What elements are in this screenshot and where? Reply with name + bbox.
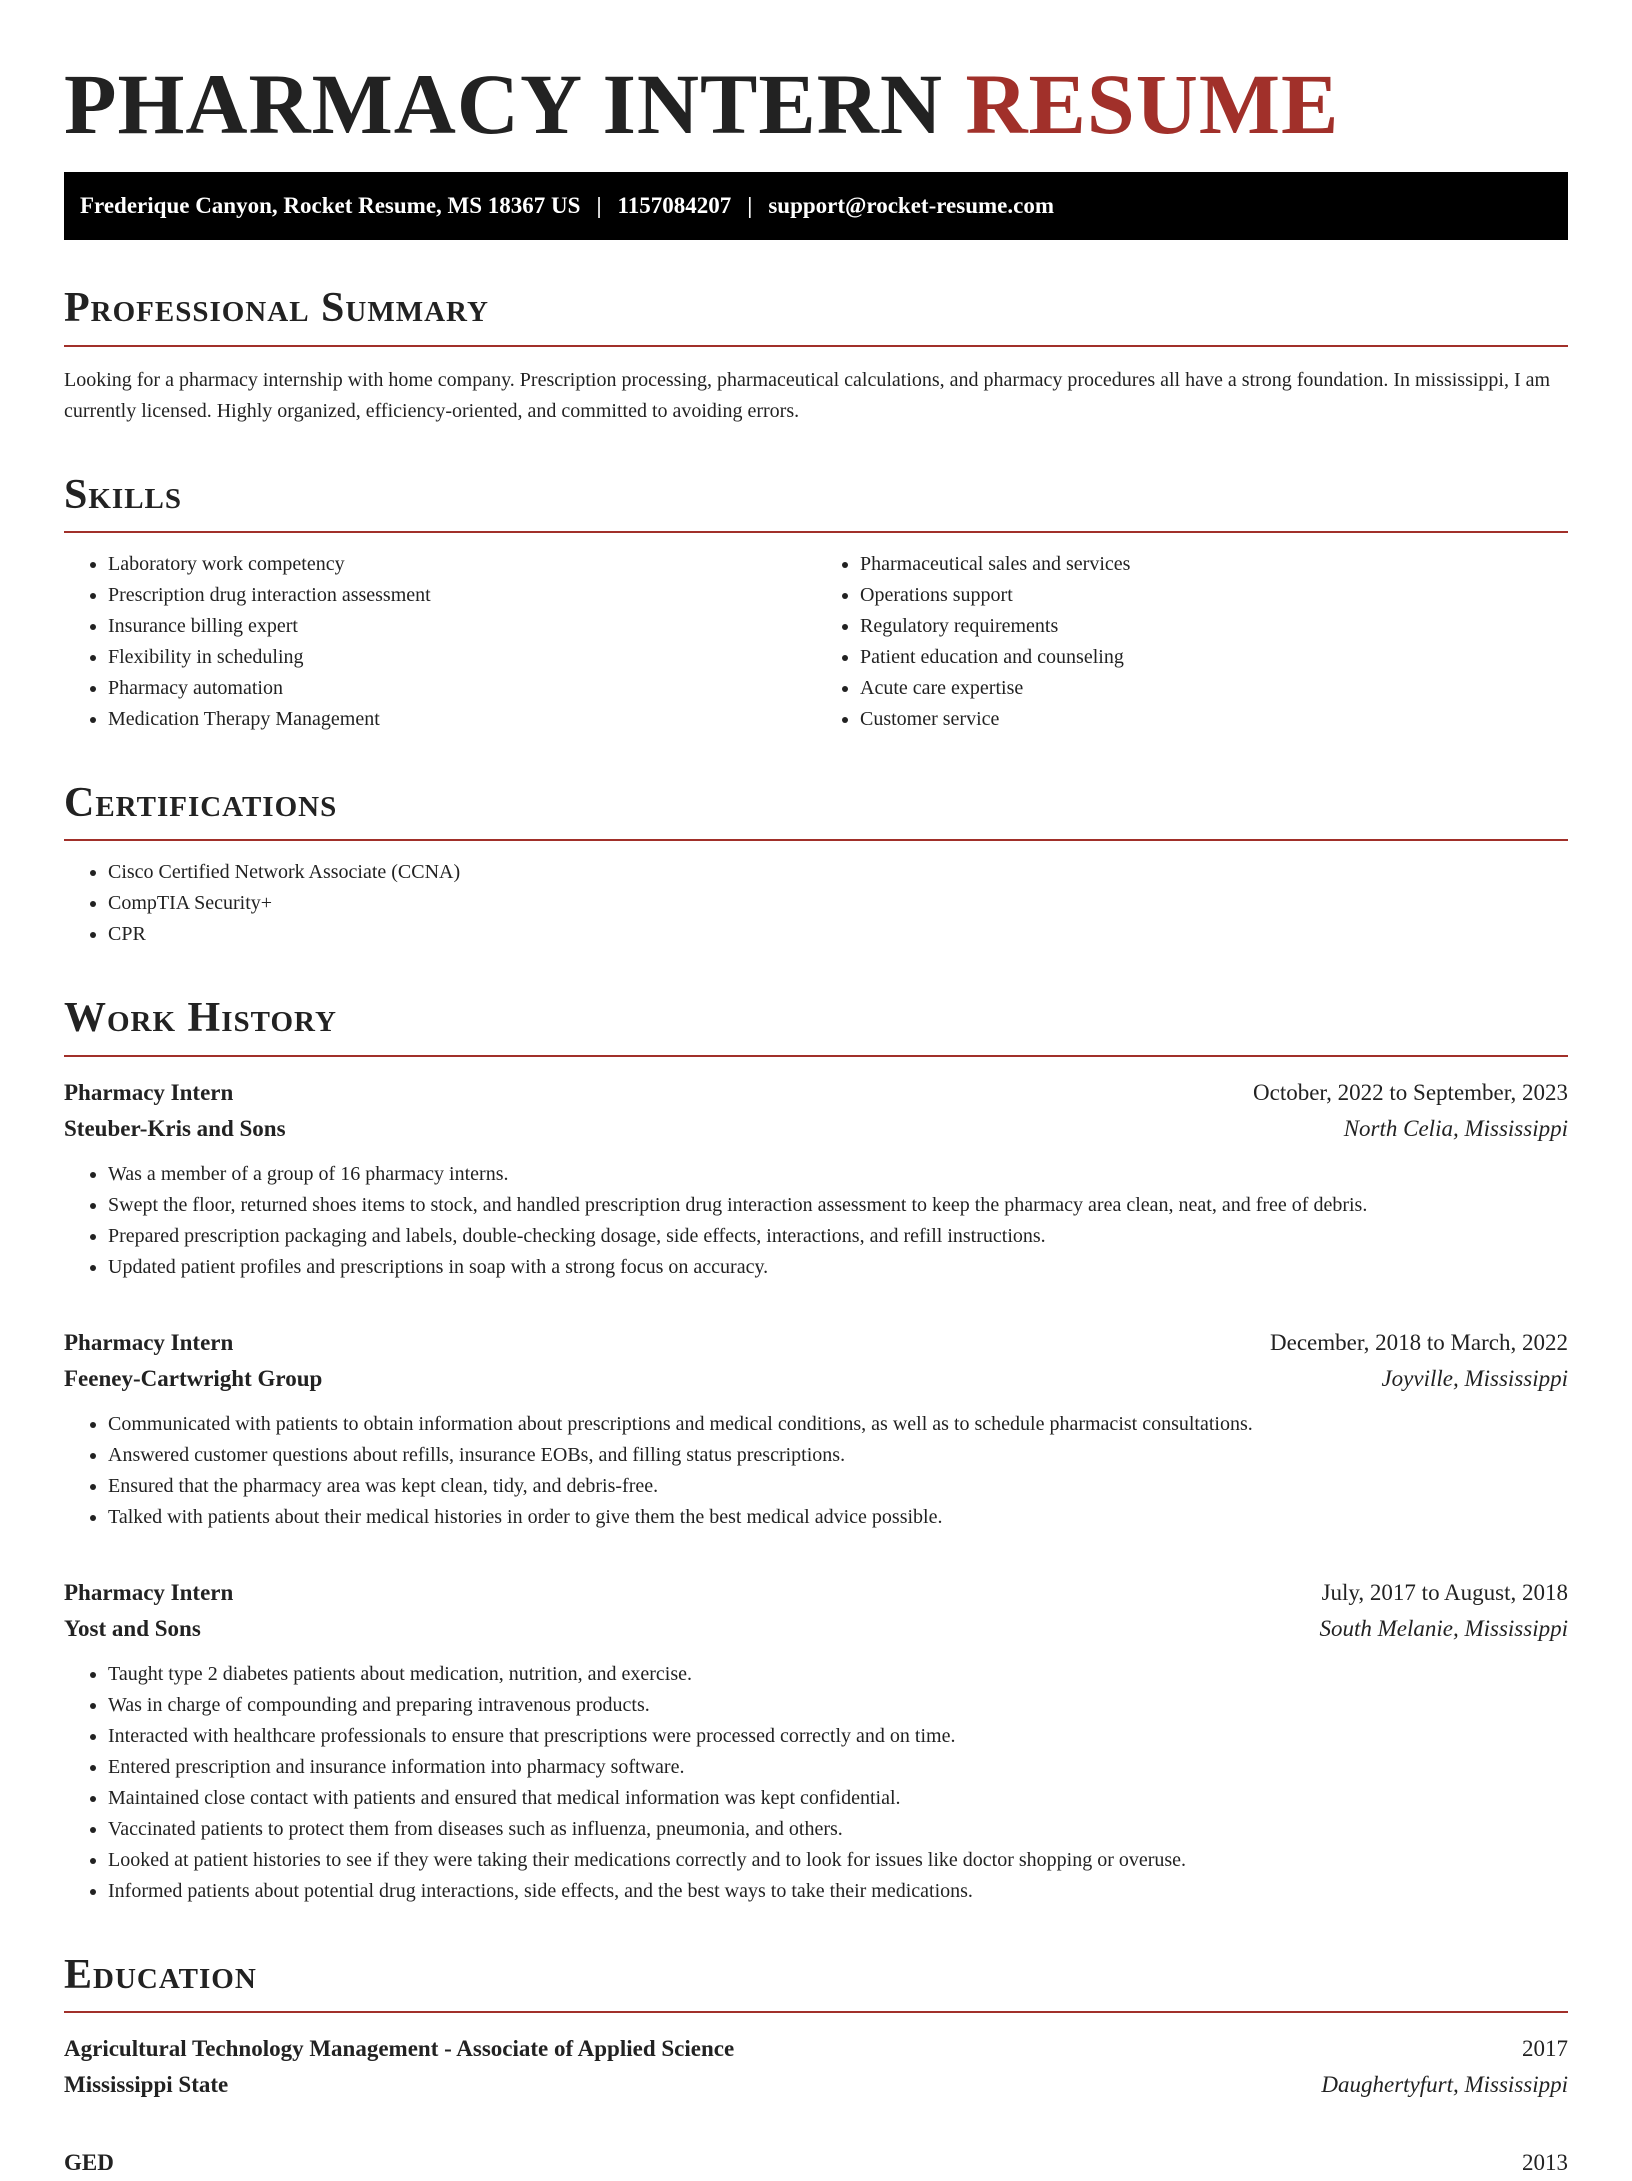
work-history-heading: Work History [64,995,337,1042]
education-degree: Agricultural Technology Management - Associate of Applied Science [64,2035,735,2061]
summary-heading: Professional Summary [64,285,489,332]
certifications-section [64,779,1568,950]
certifications-heading: Certifications [64,779,338,826]
skill-item: • Insurance billing expert [108,611,816,642]
skill-item: • Pharmacy automation [108,673,816,704]
job-role: Pharmacy Intern [64,1079,234,1105]
job-header-row [64,1575,1568,1611]
education-year: 2013 [1522,2149,1568,2175]
skills-section [64,471,1568,735]
skill-item: • Operations support [860,580,1568,611]
skill-item: • Pharmaceutical sales and services [860,549,1568,580]
certifications-list [64,857,1568,950]
job-bullet: • Swept the floor, returned shoes items to stock, and handled prescription drug interaction assessment to keep the pharmacy area clean, neat, and free of debris. [108,1190,1568,1221]
education-school-row [64,2067,1568,2103]
section-divider [64,839,1568,841]
work-history-section [64,994,1568,1906]
job-bullet: • Was a member of a group of 16 pharmacy interns. [108,1159,1568,1190]
education-entry [64,2031,1568,2103]
job-company-row [64,1111,1568,1147]
job-location: North Celia, Mississippi [1343,1115,1568,1141]
contact-address: Frederique Canyon, Rocket Resume, MS 18367 US [80,193,581,219]
contact-separator: | [596,193,602,219]
skill-item: • Patient education and counseling [860,642,1568,673]
title-main: PHARMACY INTERN [64,56,943,152]
job-company: Feeney-Cartwright Group [64,1365,323,1391]
job-location: Joyville, Mississippi [1381,1365,1568,1391]
job-bullet: • Looked at patient histories to see if they were taking their medications correctly and to look for issues like doctor shopping or overuse. [108,1845,1568,1876]
skills-list-right [816,549,1568,735]
skill-item: • Regulatory requirements [860,611,1568,642]
certification-item: • CompTIA Security+ [108,888,1568,919]
job-bullet: • Informed patients about potential drug interactions, side effects, and the best ways to take their medications. [108,1876,1568,1907]
job-location: South Melanie, Mississippi [1319,1615,1568,1641]
job-bullet: • Answered customer questions about refills, insurance EOBs, and filling status prescriptions. [108,1440,1568,1471]
job-bullet: • Ensured that the pharmacy area was kept clean, tidy, and debris-free. [108,1471,1568,1502]
job-bullet: • Was in charge of compounding and preparing intravenous products. [108,1690,1568,1721]
job-dates: December, 2018 to March, 2022 [1270,1329,1568,1355]
summary-section [64,284,1568,426]
job-bullet: • Entered prescription and insurance information into pharmacy software. [108,1752,1568,1783]
job-dates: October, 2022 to September, 2023 [1253,1079,1568,1105]
contact-bar [64,172,1568,240]
education-heading: Education [64,1951,257,1998]
education-degree: GED [64,2149,114,2175]
job-dates: July, 2017 to August, 2018 [1321,1579,1568,1605]
skill-item: • Prescription drug interaction assessment [108,580,816,611]
job-header-row [64,1325,1568,1361]
job-bullet: • Talked with patients about their medical histories in order to give them the best medical advice possible. [108,1502,1568,1533]
education-location: Daughertyfurt, Mississippi [1321,2071,1568,2097]
education-year: 2017 [1522,2035,1568,2061]
education-school: Mississippi State [64,2071,229,2097]
skill-item: • Acute care expertise [860,673,1568,704]
job-company: Steuber-Kris and Sons [64,1115,286,1141]
education-entry [64,2145,1568,2181]
job-bullet: • Taught type 2 diabetes patients about medication, nutrition, and exercise. [108,1659,1568,1690]
skill-item: • Customer service [860,704,1568,735]
section-divider [64,1055,1568,1057]
job-bullets [64,1409,1568,1533]
skill-item: • Laboratory work competency [108,549,816,580]
title-accent: RESUME [965,56,1340,152]
contact-email[interactable]: support@rocket-resume.com [768,193,1054,219]
skills-list-left [64,549,816,735]
job-bullet: • Maintained close contact with patients and ensured that medical information was kept confidential. [108,1783,1568,1814]
contact-separator: | [747,193,753,219]
summary-text: Looking for a pharmacy internship with home company. Prescription processing, pharmaceutical calculations, and pharmacy procedures all have a strong foundation. In mississippi, I am currently licensed. Highly organized, efficiency-oriented, and committed to avoiding errors. [64,368,1551,422]
job-bullets [64,1159,1568,1283]
job-entry [64,1575,1568,1907]
job-bullet: • Interacted with healthcare professionals to ensure that prescriptions were processed correctly and on time. [108,1721,1568,1752]
job-bullet: • Updated patient profiles and prescriptions in soap with a strong focus on accuracy. [108,1252,1568,1283]
job-company-row [64,1361,1568,1397]
job-bullet: • Prepared prescription packaging and labels, double-checking dosage, side effects, interactions, and refill instructions. [108,1221,1568,1252]
job-company-row [64,1611,1568,1647]
section-divider [64,2011,1568,2013]
section-divider [64,345,1568,347]
contact-phone: 1157084207 [617,193,732,219]
education-section [64,1951,1568,2181]
job-header-row [64,1075,1568,1111]
job-entry [64,1075,1568,1283]
job-entry [64,1325,1568,1533]
skills-columns [64,533,1568,735]
job-bullet: • Vaccinated patients to protect them from diseases such as influenza, pneumonia, and others. [108,1814,1568,1845]
certification-item: • Cisco Certified Network Associate (CCNA) [108,857,1568,888]
education-header-row [64,2145,1568,2181]
skill-item: • Flexibility in scheduling [108,642,816,673]
skill-item: • Medication Therapy Management [108,704,816,735]
job-company: Yost and Sons [64,1615,201,1641]
skills-heading: Skills [64,471,183,518]
job-bullet: • Communicated with patients to obtain information about prescriptions and medical conditions, as well as to schedule pharmacist consultations. [108,1409,1568,1440]
certification-item: • CPR [108,919,1568,950]
education-header-row [64,2031,1568,2067]
job-role: Pharmacy Intern [64,1329,234,1355]
job-role: Pharmacy Intern [64,1579,234,1605]
job-bullets [64,1659,1568,1907]
resume-title [64,0,1568,152]
